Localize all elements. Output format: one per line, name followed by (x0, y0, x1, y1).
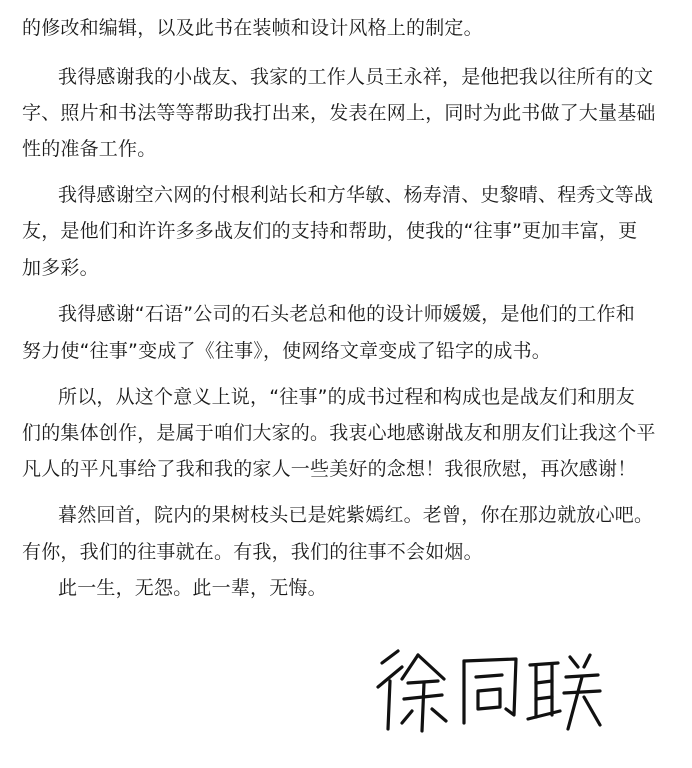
text-line-2: 我得感谢我的小战友、我家的工作人员王永祥，是他把我以往所有的文 (58, 66, 654, 88)
text-line-5: 我得感谢空六网的付根利站长和方华敏、杨寿清、史黎晴、程秀文等战 (58, 184, 654, 206)
text-line-12: 凡人的平凡事给了我和我的家人一些美好的念想！我很欣慰，再次感谢！ (22, 458, 637, 480)
handwritten-signature (372, 645, 602, 735)
text-line-1: 的修改和编辑，以及此书在装帧和设计风格上的制定。 (22, 17, 483, 39)
text-line-4: 性的准备工作。 (22, 138, 157, 160)
text-line-10: 所以，从这个意义上说，“往事”的成书过程和构成也是战友们和朋友 (58, 386, 635, 408)
text-line-3: 字、照片和书法等等帮助我打出来，发表在网上，同时为此书做了大量基础 (22, 102, 656, 124)
text-line-8: 我得感谢“石语”公司的石头老总和他的设计师媛媛，是他们的工作和 (58, 303, 635, 325)
text-line-7: 加多彩。 (22, 257, 99, 279)
text-line-15: 此一生，无怨。此一辈，无悔。 (58, 577, 327, 599)
text-line-9: 努力使“往事”变成了《往事》，使网络文章变成了铅字的成书。 (22, 340, 551, 362)
text-line-11: 们的集体创作，是属于咱们大家的。我衷心地感谢战友和朋友们让我这个平 (22, 422, 656, 444)
text-line-6: 友，是他们和许许多多战友们的支持和帮助，使我的“往事”更加丰富，更 (22, 220, 638, 242)
text-line-13: 暮然回首，院内的果树枝头已是姹紫嫣红。老曾，你在那边就放心吧。 (58, 504, 654, 526)
text-line-14: 有你，我们的往事就在。有我，我们的往事不会如烟。 (22, 541, 483, 563)
